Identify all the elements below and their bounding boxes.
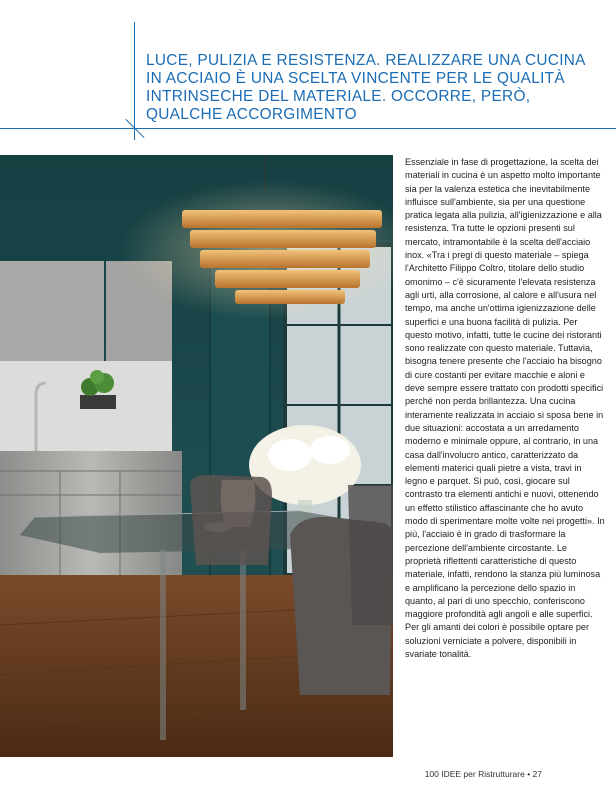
article-body: Essenziale in fase di progettazione, la scelta dei materiali in cucina è un aspetto molto importante sia per la valenza estetica che inevitabilmente influisce sull'ambiente, sia per una questione pratica legata alla pulizia, all'igienizzazione e alla resistenza. Tra tutte le opzioni presenti sul mercato, intramontabile è la scelta dell'acciaio inox. «Tra i pregi di questo materiale – spiega l'Architetto Filippo Coltro, titolare dello studio omonimo – c'è sicuramente l'elevata resistenza agli urti, alla corrosione, al calore e all'usura nel tempo, ma anche un'ottima igienizzazione delle superfici e una buona facilità di pulizia. Per questo motivo, infatti, tutte le cucine dei ristoranti sono realizzate con questo materiale. Tuttavia, bisogna tenere presente che l'acciaio ha bisogno di cure costanti per evitare macchie e aloni e deve sempre essere trattato con prodotti specifici perché non perda brillantezza. Una cucina interamente realizzata in acciaio si sposa bene in due situazioni: accostata a un arredamento moderno e minimale oppure, al contrario, in una casa dall'involucro antico, caratterizzato da elementi materici quali pietre a vista, travi in legno e parquet. Si può, così, giocare sul contrasto tra elementi antichi e nuovi, ottenendo un effetto stilistico affascinante che ho avuto modo di sperimentare molte volte nei progetti». In più, l'acciaio è in grado di trasformare la percezione dell'ambiente circostante. Le proprietà riflettenti caratteristiche di questo materiale, infatti, rendono la stanza più luminosa e amplificano la percezione dello spazio in quanto, al pari di uno specchio, conferiscono maggiore profondità agli angoli e alle superfici. Per gli amanti dei colori è possibile optare per soluzioni verniciate a polvere, disponibili in svariate tonalità. (405, 157, 605, 659)
horizontal-rule (0, 128, 616, 129)
kitchen-photo (0, 155, 393, 757)
vertical-rule (134, 22, 135, 140)
headline-area (0, 0, 616, 150)
headline: LUCE, PULIZIA E RESISTENZA. REALIZZARE UNA CUCINA IN ACCIAIO È UNA SCELTA VINCENTE PER LE QUALITÀ INTRINSECHE DEL MATERIALE. OCCORRE, PERÒ, QUALCHE ACCORGIMENTO (146, 52, 585, 123)
page-folio: 100 IDEE per Ristrutturare • 27 (424, 769, 542, 779)
